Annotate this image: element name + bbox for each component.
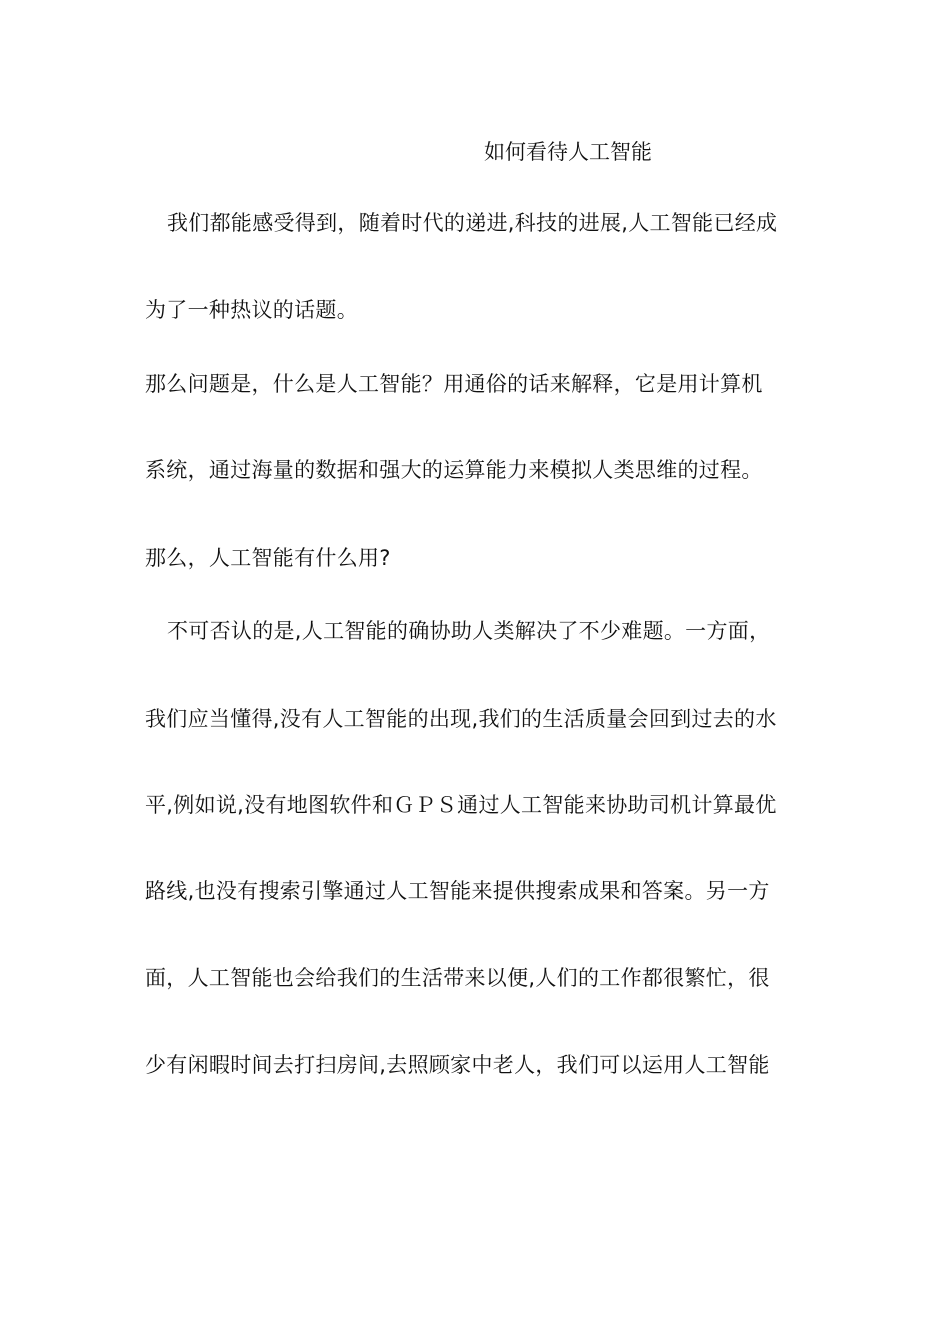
paragraph-line: 平,例如说,没有地图软件和ＧＰＳ通过人工智能来协助司机计算最优	[145, 793, 777, 817]
paragraph-line: 我们应当懂得,没有人工智能的出现,我们的生活质量会回到过去的水	[145, 707, 777, 731]
paragraph-line: 少有闲暇时间去打扫房间,去照顾家中老人，我们可以运用人工智能	[145, 1053, 770, 1077]
paragraph-line: 路线,也没有搜索引擎通过人工智能来提供搜索成果和答案。另一方	[145, 879, 770, 903]
paragraph-line: 面，人工智能也会给我们的生活带来以便,人们的工作都很繁忙，很	[145, 966, 770, 990]
paragraph-line: 不可否认的是,人工智能的确协助人类解决了不少难题。一方面，	[167, 619, 771, 643]
paragraph-line: 那么，人工智能有什么用?	[145, 546, 391, 570]
document-title: 如何看待人工智能	[484, 140, 652, 164]
paragraph-line: 为了一种热议的话题。	[145, 298, 358, 322]
paragraph-line: 我们都能感受得到，随着时代的递进,科技的进展,人工智能已经成	[167, 211, 778, 235]
paragraph-line: 系统，通过海量的数据和强大的运算能力来模拟人类思维的过程。	[145, 458, 763, 482]
paragraph-line: 那么问题是，什么是人工智能？用通俗的话来解释，它是用计算机	[145, 372, 763, 396]
